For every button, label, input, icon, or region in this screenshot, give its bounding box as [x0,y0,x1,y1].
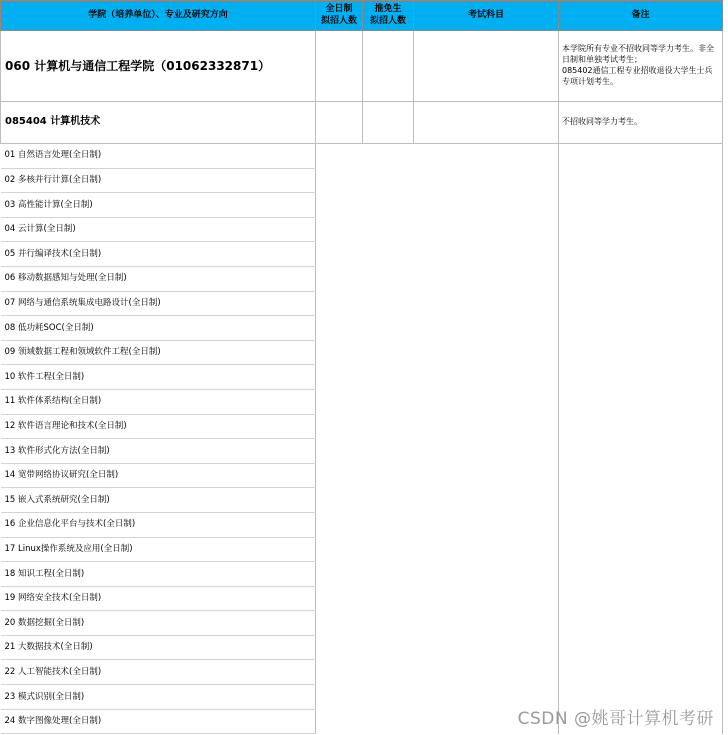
direction-exam-cell [414,266,559,291]
direction-note-cell [559,316,723,341]
direction-fulltime-cell [316,562,363,587]
direction-exam-cell [414,414,559,439]
direction-recommend-cell [363,635,414,660]
direction-recommend-cell [363,537,414,562]
direction-name: 02 多核并行计算(全日制) [1,168,316,193]
direction-note-cell [559,635,723,660]
header-recommend: 推免生 拟招人数 [363,1,414,31]
header-exam: 考试科目 [414,1,559,31]
direction-fulltime-cell [316,635,363,660]
direction-recommend-cell [363,586,414,611]
direction-exam-cell [414,168,559,193]
direction-fulltime-cell [316,193,363,218]
direction-row [1,635,723,660]
direction-note-cell [559,537,723,562]
direction-note-cell [559,217,723,242]
major-note: 不招收同等学力考生。 [559,102,723,144]
direction-row [1,463,723,488]
direction-fulltime-cell [316,389,363,414]
direction-fulltime-cell [316,488,363,513]
direction-recommend-cell [363,611,414,636]
direction-name: 24 数字图像处理(全日制) [1,709,316,734]
direction-note-cell [559,193,723,218]
direction-row [1,586,723,611]
direction-fulltime-cell [316,242,363,267]
major-recommend-cell [363,102,414,144]
direction-fulltime-cell [316,365,363,390]
direction-recommend-cell [363,562,414,587]
direction-name: 01 自然语言处理(全日制) [1,144,316,169]
direction-row [1,168,723,193]
direction-fulltime-cell [316,586,363,611]
direction-row [1,414,723,439]
direction-note-cell [559,439,723,464]
direction-note-cell [559,414,723,439]
direction-recommend-cell [363,709,414,734]
direction-recommend-cell [363,512,414,537]
direction-note-cell [559,389,723,414]
direction-note-cell [559,586,723,611]
direction-name: 13 软件形式化方法(全日制) [1,439,316,464]
direction-recommend-cell [363,685,414,710]
direction-exam-cell [414,463,559,488]
direction-name: 06 移动数据感知与处理(全日制) [1,266,316,291]
direction-exam-cell [414,488,559,513]
direction-note-cell [559,562,723,587]
direction-name: 21 大数据技术(全日制) [1,635,316,660]
direction-fulltime-cell [316,340,363,365]
direction-exam-cell [414,512,559,537]
school-note: 本学院所有专业不招收同等学力考生。非全日制和单独考试考生； 085402通信工程专业招收退役大学生士兵专项计划考生。 [559,31,723,102]
direction-row [1,611,723,636]
direction-fulltime-cell [316,685,363,710]
direction-name: 10 软件工程(全日制) [1,365,316,390]
school-name: 060 计算机与通信工程学院（01062332871） [1,31,316,102]
direction-exam-cell [414,439,559,464]
direction-name: 23 模式识别(全日制) [1,685,316,710]
direction-fulltime-cell [316,168,363,193]
header-row [1,1,723,31]
direction-exam-cell [414,562,559,587]
direction-row [1,488,723,513]
direction-exam-cell [414,635,559,660]
school-fulltime-cell [316,31,363,102]
direction-fulltime-cell [316,316,363,341]
direction-recommend-cell [363,389,414,414]
direction-name: 16 企业信息化平台与技术(全日制) [1,512,316,537]
header-school: 学院（培养单位）、专业及研究方向 [1,1,316,31]
direction-note-cell [559,168,723,193]
header-note: 备注 [559,1,723,31]
direction-name: 04 云计算(全日制) [1,217,316,242]
direction-name: 11 软件体系结构(全日制) [1,389,316,414]
direction-exam-cell [414,291,559,316]
direction-fulltime-cell [316,709,363,734]
direction-recommend-cell [363,660,414,685]
major-fulltime-cell [316,102,363,144]
direction-fulltime-cell [316,537,363,562]
major-row [1,102,723,144]
direction-name: 14 宽带网络协议研究(全日制) [1,463,316,488]
direction-recommend-cell [363,217,414,242]
direction-exam-cell [414,389,559,414]
direction-exam-cell [414,242,559,267]
direction-row [1,660,723,685]
direction-exam-cell [414,365,559,390]
direction-exam-cell [414,660,559,685]
major-exam-cell [414,102,559,144]
direction-fulltime-cell [316,439,363,464]
direction-note-cell [559,242,723,267]
school-recommend-cell [363,31,414,102]
direction-recommend-cell [363,414,414,439]
direction-recommend-cell [363,291,414,316]
direction-row [1,512,723,537]
direction-row [1,389,723,414]
direction-row [1,365,723,390]
direction-note-cell [559,340,723,365]
direction-row [1,266,723,291]
direction-name: 12 软件语言理论和技术(全日制) [1,414,316,439]
direction-note-cell [559,512,723,537]
direction-row [1,217,723,242]
direction-recommend-cell [363,242,414,267]
direction-recommend-cell [363,439,414,464]
direction-exam-cell [414,316,559,341]
direction-row [1,242,723,267]
direction-recommend-cell [363,144,414,169]
direction-note-cell [559,463,723,488]
direction-name: 07 网络与通信系统集成电路设计(全日制) [1,291,316,316]
direction-recommend-cell [363,193,414,218]
direction-fulltime-cell [316,217,363,242]
csdn-watermark: CSDN @姚哥计算机考研 [517,709,714,729]
direction-name: 08 低功耗SOC(全日制) [1,316,316,341]
direction-recommend-cell [363,365,414,390]
direction-name: 19 网络安全技术(全日制) [1,586,316,611]
school-exam-cell [414,31,559,102]
direction-name: 18 知识工程(全日制) [1,562,316,587]
school-row [1,31,723,102]
direction-row [1,291,723,316]
direction-row [1,144,723,169]
header-fulltime: 全日制 拟招人数 [316,1,363,31]
direction-fulltime-cell [316,512,363,537]
direction-fulltime-cell [316,414,363,439]
direction-recommend-cell [363,168,414,193]
direction-fulltime-cell [316,144,363,169]
direction-note-cell [559,144,723,169]
direction-fulltime-cell [316,660,363,685]
direction-fulltime-cell [316,291,363,316]
direction-row [1,193,723,218]
direction-exam-cell [414,144,559,169]
direction-exam-cell [414,586,559,611]
direction-name: 09 领域数据工程和领域软件工程(全日制) [1,340,316,365]
direction-row [1,340,723,365]
direction-row [1,537,723,562]
direction-name: 05 并行编译技术(全日制) [1,242,316,267]
direction-row [1,316,723,341]
direction-exam-cell [414,193,559,218]
direction-recommend-cell [363,340,414,365]
direction-exam-cell [414,217,559,242]
direction-recommend-cell [363,316,414,341]
direction-recommend-cell [363,488,414,513]
direction-fulltime-cell [316,611,363,636]
direction-fulltime-cell [316,463,363,488]
direction-exam-cell [414,340,559,365]
direction-exam-cell [414,611,559,636]
direction-note-cell [559,611,723,636]
direction-note-cell [559,488,723,513]
direction-recommend-cell [363,266,414,291]
direction-note-cell [559,291,723,316]
direction-note-cell [559,365,723,390]
direction-name: 17 Linux操作系统及应用(全日制) [1,537,316,562]
direction-name: 20 数据挖掘(全日制) [1,611,316,636]
direction-row [1,562,723,587]
direction-recommend-cell [363,463,414,488]
direction-exam-cell [414,537,559,562]
direction-fulltime-cell [316,266,363,291]
direction-note-cell [559,266,723,291]
direction-name: 15 嵌入式系统研究(全日制) [1,488,316,513]
major-name: 085404 计算机技术 [1,102,316,144]
direction-name: 22 人工智能技术(全日制) [1,660,316,685]
direction-row [1,439,723,464]
direction-name: 03 高性能计算(全日制) [1,193,316,218]
direction-note-cell [559,660,723,685]
